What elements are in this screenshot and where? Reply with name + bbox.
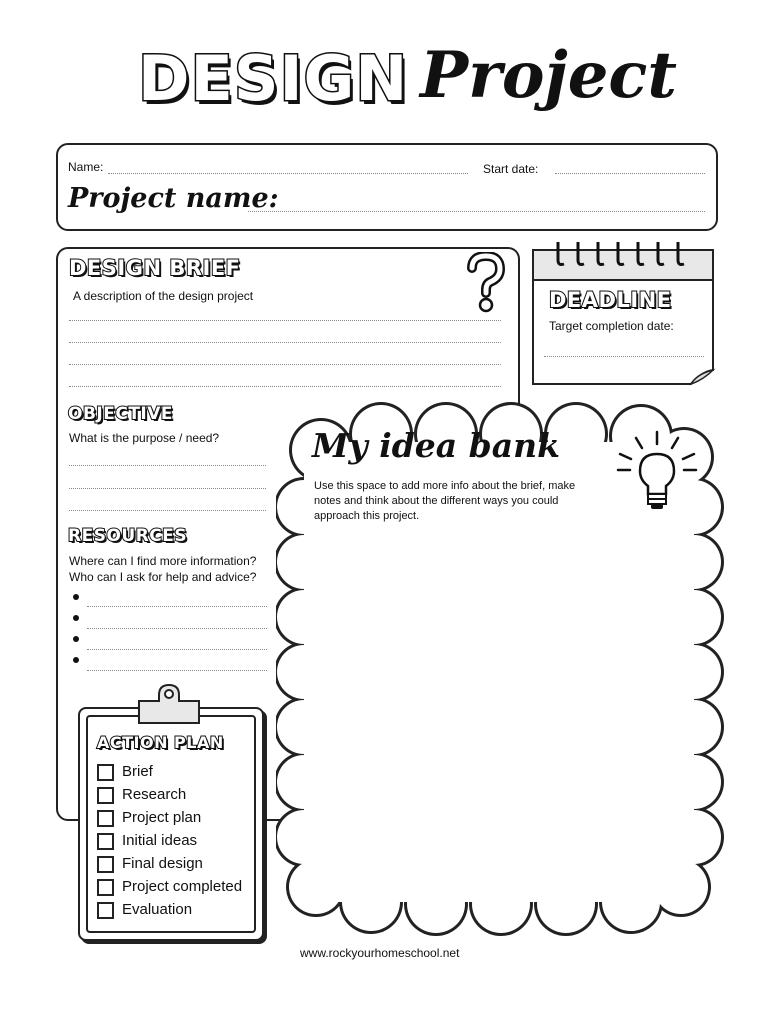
checkbox-project-completed[interactable]	[97, 879, 114, 896]
resource-line[interactable]	[87, 606, 267, 607]
design-brief-line[interactable]	[69, 386, 501, 387]
checkbox-brief[interactable]	[97, 764, 114, 781]
name-field[interactable]	[108, 173, 468, 174]
objective-heading: OBJECTIVE	[68, 404, 174, 424]
idea-bank-line-1: Use this space to add more info about the brief, make	[314, 480, 576, 492]
name-label: Name:	[68, 160, 104, 174]
title-design: DESIGN	[138, 42, 409, 115]
idea-bank-heading: My idea bank	[312, 426, 560, 465]
objective-line[interactable]	[69, 510, 266, 511]
objective-line[interactable]	[69, 465, 266, 466]
design-brief-line[interactable]	[69, 342, 501, 343]
action-item-label: Project plan	[122, 809, 202, 826]
design-brief-heading: DESIGN BRIEF	[69, 256, 241, 280]
bullet	[73, 594, 79, 600]
start-date-field[interactable]	[555, 173, 705, 174]
action-item-label: Brief	[122, 763, 153, 780]
project-name-field[interactable]	[248, 211, 705, 212]
resource-line[interactable]	[87, 628, 267, 629]
resource-line[interactable]	[87, 649, 267, 650]
lightbulb-icon	[614, 428, 700, 514]
idea-bank-line-2: notes and think about the different ways you could	[314, 495, 559, 507]
objective-subtitle: What is the purpose / need?	[69, 431, 220, 445]
bullet	[73, 615, 79, 621]
deadline-subtitle: Target completion date:	[549, 319, 674, 333]
design-brief-subtitle: A description of the design project	[73, 289, 254, 303]
idea-bank-description	[314, 479, 575, 524]
deadline-field[interactable]	[544, 356, 704, 357]
clip-icon	[133, 683, 205, 727]
start-date-label: Start date:	[483, 162, 539, 176]
resources-line-1: Where can I find more information?	[69, 554, 257, 568]
bullet	[73, 657, 79, 663]
checkbox-initial-ideas[interactable]	[97, 833, 114, 850]
objective-line[interactable]	[69, 488, 266, 489]
design-brief-line[interactable]	[69, 320, 501, 321]
design-brief-line[interactable]	[69, 364, 501, 365]
bullet	[73, 636, 79, 642]
action-item-label: Initial ideas	[122, 832, 198, 849]
checkbox-evaluation[interactable]	[97, 902, 114, 919]
checkbox-final-design[interactable]	[97, 856, 114, 873]
question-mark-icon	[466, 252, 506, 319]
resources-line-2: Who can I ask for help and advice?	[69, 570, 257, 584]
title-project: Project	[420, 38, 677, 113]
resource-line[interactable]	[87, 670, 267, 671]
footer-url: www.rockyourhomeschool.net	[300, 946, 460, 960]
checkbox-research[interactable]	[97, 787, 114, 804]
idea-bank-line-3: approach this project.	[314, 510, 420, 522]
deadline-heading: DEADLINE	[549, 288, 672, 312]
action-item-label: Research	[122, 786, 187, 803]
action-plan-heading: ACTION PLAN	[97, 733, 224, 752]
checkbox-project-plan[interactable]	[97, 810, 114, 827]
spiral-notepad-icon	[531, 238, 717, 278]
resources-heading: RESOURCES	[68, 526, 188, 546]
header-box	[56, 143, 718, 231]
project-name-label: Project name:	[68, 183, 279, 214]
deadline-card	[531, 244, 717, 390]
action-item-label: Project completed	[122, 878, 243, 895]
action-item-label: Final design	[122, 855, 203, 872]
action-item-label: Evaluation	[122, 901, 193, 918]
